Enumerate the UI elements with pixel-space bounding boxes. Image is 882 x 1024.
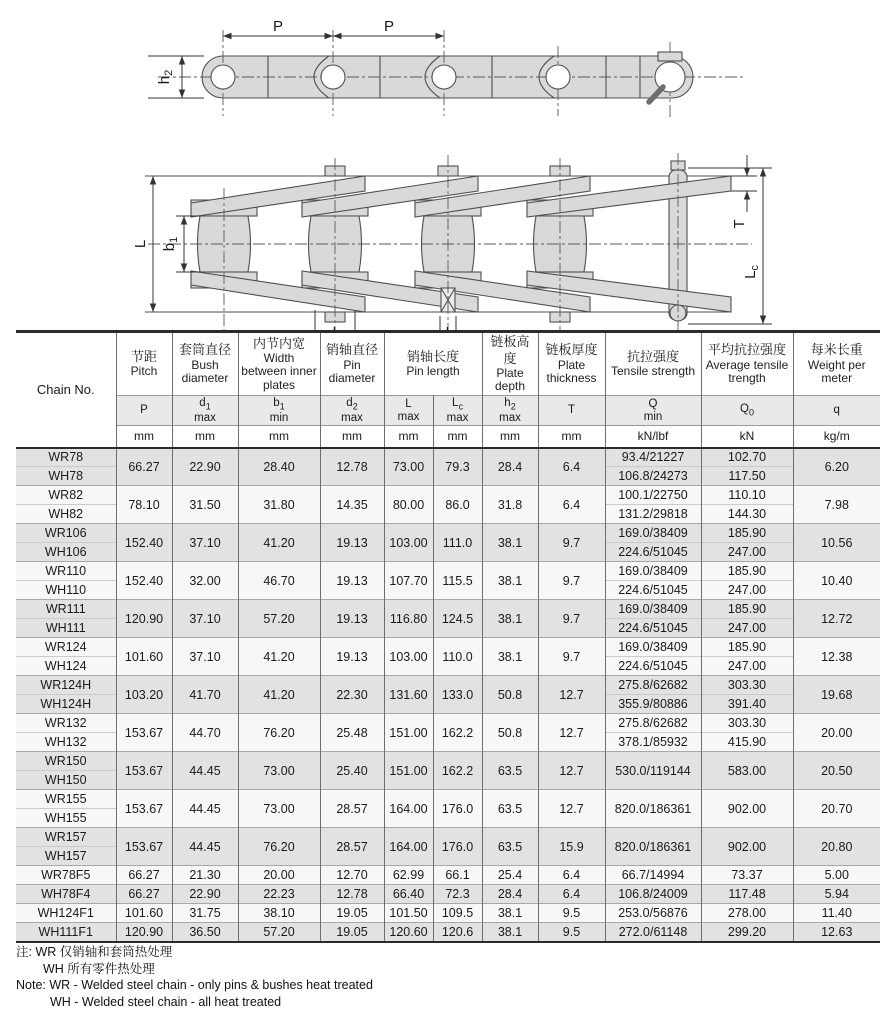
chain-plan-view-diagram	[132, 153, 772, 356]
avg-tensile: 185.90	[701, 524, 793, 543]
spec-table-body	[16, 448, 880, 942]
tensile-strength: 275.8/62682	[605, 714, 701, 733]
pitch: 152.40	[116, 562, 172, 600]
plate-thickness: 9.7	[538, 524, 605, 562]
spec-row-WH78F4	[16, 885, 880, 904]
pin-length-L: 120.60	[384, 923, 433, 942]
header-row-names	[16, 332, 880, 396]
plate-depth: 25.4	[482, 866, 538, 885]
weight-per-meter: 5.00	[793, 866, 880, 885]
pin-diameter: 12.78	[320, 885, 384, 904]
pin-length-L: 101.50	[384, 904, 433, 923]
unit: mm	[320, 426, 384, 448]
unit: mm	[538, 426, 605, 448]
weight-per-meter: 20.00	[793, 714, 880, 752]
plate-thickness: 15.9	[538, 828, 605, 866]
pin-hole	[546, 65, 570, 89]
tensile-strength: 253.0/56876	[605, 904, 701, 923]
inner-width: 76.20	[238, 714, 320, 752]
chain-no: WR124H	[16, 676, 116, 695]
symbol-h2: $h_2$ max	[482, 396, 538, 426]
spec-row-WR82	[16, 486, 880, 505]
chain-no: WH110	[16, 581, 116, 600]
unit: mm	[172, 426, 238, 448]
pin-length-L: 164.00	[384, 790, 433, 828]
pitch: 66.27	[116, 448, 172, 486]
b1-label: $b_1$	[161, 236, 180, 252]
bush-diameter: 31.75	[172, 904, 238, 923]
pin-length-Lc: 176.0	[433, 828, 482, 866]
avg-tensile: 902.00	[701, 790, 793, 828]
chain-no: WR157	[16, 828, 116, 847]
chain-spec-table	[16, 330, 880, 943]
inner-width: 57.20	[238, 600, 320, 638]
pitch-label: P	[383, 18, 395, 35]
plate-depth: 38.1	[482, 638, 538, 676]
chain-no: WH111F1	[16, 923, 116, 942]
chain-no: WH124F1	[16, 904, 116, 923]
plate-depth: 38.1	[482, 904, 538, 923]
plate-depth: 50.8	[482, 714, 538, 752]
header-bush-diameter: 套筒直径 Bush diameter	[172, 332, 238, 396]
bush-diameter: 22.90	[172, 885, 238, 904]
inner-width: 31.80	[238, 486, 320, 524]
plate-thickness: 6.4	[538, 866, 605, 885]
chain-no: WH111	[16, 619, 116, 638]
tensile-strength: 106.8/24273	[605, 467, 701, 486]
plate-thickness: 9.5	[538, 904, 605, 923]
pin-diameter: 22.30	[320, 676, 384, 714]
bush-diameter: 44.70	[172, 714, 238, 752]
chain-no: WR78	[16, 448, 116, 467]
symbol-Q0: $Q_0$	[701, 396, 793, 426]
weight-per-meter: 6.20	[793, 448, 880, 486]
header-weight: 每米长重 Weight per meter	[807, 342, 866, 386]
pitch-label: P	[272, 18, 284, 35]
note-cn-1: 注: WR 仅销轴和套筒热处理	[16, 945, 173, 959]
header-pin-diameter: 销轴直径 Pin diameter	[320, 332, 384, 396]
pitch: 153.67	[116, 828, 172, 866]
avg-tensile: 583.00	[701, 752, 793, 790]
unit: mm	[384, 426, 433, 448]
pin-diameter: 19.05	[320, 923, 384, 942]
footnotes	[16, 944, 373, 1010]
pitch: 101.60	[116, 638, 172, 676]
chain-side-view-diagram	[148, 18, 745, 120]
plate-depth: 50.8	[482, 676, 538, 714]
inner-width: 28.40	[238, 448, 320, 486]
avg-tensile: 247.00	[701, 581, 793, 600]
avg-tensile: 144.30	[701, 505, 793, 524]
weight-per-meter: 10.56	[793, 524, 880, 562]
pin-hole	[432, 65, 456, 89]
bush-diameter: 22.90	[172, 448, 238, 486]
avg-tensile: 117.50	[701, 467, 793, 486]
pitch: 120.90	[116, 600, 172, 638]
pin-hole	[211, 65, 235, 89]
weight-per-meter: 12.72	[793, 600, 880, 638]
pitch: 153.67	[116, 752, 172, 790]
pitch: 153.67	[116, 790, 172, 828]
spec-row-WR124H	[16, 676, 880, 695]
spec-row-WR78F5	[16, 866, 880, 885]
pin-diameter: 19.13	[320, 524, 384, 562]
unit: mm	[433, 426, 482, 448]
tensile-strength: 378.1/85932	[605, 733, 701, 752]
symbol-q: q	[793, 396, 880, 426]
plate-depth: 31.8	[482, 486, 538, 524]
plate-thickness: 6.4	[538, 885, 605, 904]
avg-tensile: 278.00	[701, 904, 793, 923]
tensile-strength: 272.0/61148	[605, 923, 701, 942]
plate-thickness: 6.4	[538, 486, 605, 524]
tensile-strength: 275.8/62682	[605, 676, 701, 695]
pin-length-L: 66.40	[384, 885, 433, 904]
pin-length-L: 151.00	[384, 714, 433, 752]
chain-no: WR111	[16, 600, 116, 619]
symbol-P: P	[116, 396, 172, 426]
pin-length-L: 73.00	[384, 448, 433, 486]
chain-no: WR82	[16, 486, 116, 505]
chain-no: WH124H	[16, 695, 116, 714]
inner-width: 46.70	[238, 562, 320, 600]
pin-diameter: 14.35	[320, 486, 384, 524]
pin-length-Lc: 162.2	[433, 714, 482, 752]
pin-length-L: 151.00	[384, 752, 433, 790]
tensile-strength: 820.0/186361	[605, 790, 701, 828]
spec-row-WR155	[16, 790, 880, 809]
avg-tensile: 102.70	[701, 448, 793, 467]
symbol-Q: Q min	[605, 396, 701, 426]
chain-no: WR124	[16, 638, 116, 657]
plate-depth: 38.1	[482, 562, 538, 600]
plate-depth: 38.1	[482, 923, 538, 942]
weight-per-meter: 12.38	[793, 638, 880, 676]
pin-length-Lc: 110.0	[433, 638, 482, 676]
plate-thickness: 12.7	[538, 790, 605, 828]
unit: kg/m	[793, 426, 880, 448]
pin-length-Lc: 86.0	[433, 486, 482, 524]
weight-per-meter: 20.50	[793, 752, 880, 790]
pin-diameter: 25.48	[320, 714, 384, 752]
spec-row-WH124F1	[16, 904, 880, 923]
spec-row-WR132	[16, 714, 880, 733]
symbol-d2: $d_2$ max	[320, 396, 384, 426]
symbol-T: T	[538, 396, 605, 426]
inner-width: 20.00	[238, 866, 320, 885]
spec-row-WR106	[16, 524, 880, 543]
inner-width: 41.20	[238, 676, 320, 714]
header-row-symbols	[16, 396, 880, 426]
spec-row-WR150	[16, 752, 880, 771]
pin-length-L: 164.00	[384, 828, 433, 866]
chain-no: WH78F4	[16, 885, 116, 904]
chain-no: WR110	[16, 562, 116, 581]
note-cn-2: WH 所有零件热处理	[43, 961, 155, 976]
unit: kN/lbf	[605, 426, 701, 448]
pin-diameter: 19.13	[320, 562, 384, 600]
plate-thickness: 12.7	[538, 752, 605, 790]
pin-length-Lc: 66.1	[433, 866, 482, 885]
bush-diameter: 44.45	[172, 828, 238, 866]
h2-label: $h_2$	[156, 69, 175, 85]
header-pitch: 节距 Pitch	[116, 332, 172, 396]
symbol-b1: $b_1$ min	[238, 396, 320, 426]
avg-tensile: 247.00	[701, 543, 793, 562]
weight-per-meter: 20.80	[793, 828, 880, 866]
d1-label: $d_1$	[327, 325, 343, 344]
plate-thickness: 6.4	[538, 448, 605, 486]
bush-diameter: 41.70	[172, 676, 238, 714]
pin-length-Lc: 79.3	[433, 448, 482, 486]
plate-depth: 38.1	[482, 600, 538, 638]
inner-width: 41.20	[238, 638, 320, 676]
weight-per-meter: 12.63	[793, 923, 880, 942]
cotter-clip	[658, 52, 682, 61]
avg-tensile: 902.00	[701, 828, 793, 866]
plate-thickness: 12.7	[538, 676, 605, 714]
Lc-label: $L_c$	[742, 265, 761, 279]
bush-diameter: 36.50	[172, 923, 238, 942]
weight-per-meter: 19.68	[793, 676, 880, 714]
chain-no: WR106	[16, 524, 116, 543]
chain-no: WH150	[16, 771, 116, 790]
chain-no: WH106	[16, 543, 116, 562]
tensile-strength: 820.0/186361	[605, 828, 701, 866]
pin-length-L: 103.00	[384, 524, 433, 562]
avg-tensile: 110.10	[701, 486, 793, 505]
pin-length-Lc: 72.3	[433, 885, 482, 904]
bush-diameter: 37.10	[172, 524, 238, 562]
plate-depth: 63.5	[482, 752, 538, 790]
chain-no: WH78	[16, 467, 116, 486]
plate-depth: 28.4	[482, 885, 538, 904]
pin-diameter: 25.40	[320, 752, 384, 790]
tensile-strength: 224.6/51045	[605, 619, 701, 638]
tensile-strength: 224.6/51045	[605, 657, 701, 676]
tensile-strength: 224.6/51045	[605, 581, 701, 600]
inner-width: 73.00	[238, 790, 320, 828]
pitch: 103.20	[116, 676, 172, 714]
chain-no: WH157	[16, 847, 116, 866]
unit: mm	[238, 426, 320, 448]
header-avg-tensile: 平均抗拉强度 Average tensile trength	[701, 332, 793, 396]
plate-thickness: 9.7	[538, 562, 605, 600]
avg-tensile: 415.90	[701, 733, 793, 752]
inner-width: 57.20	[238, 923, 320, 942]
pin-length-Lc: 111.0	[433, 524, 482, 562]
pin-hole	[321, 65, 345, 89]
pin-diameter: 19.13	[320, 638, 384, 676]
pin-length-L: 80.00	[384, 486, 433, 524]
avg-tensile: 303.30	[701, 714, 793, 733]
spec-row-WR78	[16, 448, 880, 467]
symbol-L: L max	[384, 396, 433, 426]
pin-diameter: 19.13	[320, 600, 384, 638]
tensile-strength: 169.0/38409	[605, 600, 701, 619]
spec-row-WR157	[16, 828, 880, 847]
pin-diameter: 19.05	[320, 904, 384, 923]
spec-row-WH111F1	[16, 923, 880, 942]
bush-diameter: 32.00	[172, 562, 238, 600]
pitch: 66.27	[116, 866, 172, 885]
chain-no: WR132	[16, 714, 116, 733]
chain-no: WH155	[16, 809, 116, 828]
pin-length-L: 131.60	[384, 676, 433, 714]
chain-no: WR78F5	[16, 866, 116, 885]
tensile-strength: 106.8/24009	[605, 885, 701, 904]
plate-depth: 28.4	[482, 448, 538, 486]
symbol-d1: $d_1$ max	[172, 396, 238, 426]
pin-length-L: 116.80	[384, 600, 433, 638]
pin-diameter: 28.57	[320, 828, 384, 866]
inner-width: 76.20	[238, 828, 320, 866]
bush-diameter: 37.10	[172, 638, 238, 676]
tensile-strength: 169.0/38409	[605, 638, 701, 657]
chain-no: WH124	[16, 657, 116, 676]
pitch: 101.60	[116, 904, 172, 923]
pin-length-Lc: 162.2	[433, 752, 482, 790]
unit: kN	[701, 426, 793, 448]
avg-tensile: 117.48	[701, 885, 793, 904]
tensile-strength: 131.2/29818	[605, 505, 701, 524]
avg-tensile: 185.90	[701, 600, 793, 619]
chain-no: WR150	[16, 752, 116, 771]
plate-depth: 63.5	[482, 828, 538, 866]
pin-length-Lc: 176.0	[433, 790, 482, 828]
plate-thickness: 9.7	[538, 638, 605, 676]
plate-depth: 63.5	[482, 790, 538, 828]
avg-tensile: 391.40	[701, 695, 793, 714]
bush-diameter: 31.50	[172, 486, 238, 524]
pin-diameter: 12.70	[320, 866, 384, 885]
tensile-strength: 66.7/14994	[605, 866, 701, 885]
tensile-strength: 169.0/38409	[605, 562, 701, 581]
avg-tensile: 247.00	[701, 619, 793, 638]
pin-diameter: 12.78	[320, 448, 384, 486]
pin-length-Lc: 120.6	[433, 923, 482, 942]
header-plate-thickness: 链板厚度 Plate thickness	[538, 332, 605, 396]
pitch: 66.27	[116, 885, 172, 904]
avg-tensile: 185.90	[701, 562, 793, 581]
avg-tensile: 299.20	[701, 923, 793, 942]
pin-diameter: 28.57	[320, 790, 384, 828]
pin-length-Lc: 124.5	[433, 600, 482, 638]
header-tensile-strength: 抗拉强度 Tensile strength	[605, 332, 701, 396]
weight-per-meter: 7.98	[793, 486, 880, 524]
avg-tensile: 73.37	[701, 866, 793, 885]
pitch: 152.40	[116, 524, 172, 562]
chain-no: WR155	[16, 790, 116, 809]
pin-length-L: 62.99	[384, 866, 433, 885]
weight-per-meter: 10.40	[793, 562, 880, 600]
pitch: 120.90	[116, 923, 172, 942]
unit: mm	[116, 426, 172, 448]
header-chain-no: Chain No.	[16, 332, 116, 448]
pitch: 153.67	[116, 714, 172, 752]
inner-width: 41.20	[238, 524, 320, 562]
header-plate-depth: 链板高度 Plate depth	[482, 332, 538, 396]
header-pin-length: 销轴长度 Pin length	[384, 332, 482, 396]
pin-length-Lc: 115.5	[433, 562, 482, 600]
weight-per-meter: 5.94	[793, 885, 880, 904]
chain-no: WH132	[16, 733, 116, 752]
pin-length-Lc: 109.5	[433, 904, 482, 923]
symbol-Lc: $L_c$ max	[433, 396, 482, 426]
header-row-units	[16, 426, 880, 448]
weight-per-meter: 20.70	[793, 790, 880, 828]
bush-diameter: 37.10	[172, 600, 238, 638]
inner-width: 38.10	[238, 904, 320, 923]
spec-row-WR110	[16, 562, 880, 581]
pin-length-Lc: 133.0	[433, 676, 482, 714]
unit: mm	[482, 426, 538, 448]
plate-thickness: 12.7	[538, 714, 605, 752]
T-label: T	[731, 219, 748, 229]
L-label: L	[132, 239, 149, 249]
avg-tensile: 303.30	[701, 676, 793, 695]
tensile-strength: 93.4/21227	[605, 448, 701, 467]
avg-tensile: 185.90	[701, 638, 793, 657]
pin-length-L: 107.70	[384, 562, 433, 600]
pin-length-L: 103.00	[384, 638, 433, 676]
pitch: 78.10	[116, 486, 172, 524]
inner-width: 22.23	[238, 885, 320, 904]
spec-row-WR124	[16, 638, 880, 657]
header-inner-width: 内节内宽 Width between inner plates	[238, 332, 320, 396]
bush-diameter: 44.45	[172, 790, 238, 828]
tensile-strength: 224.6/51045	[605, 543, 701, 562]
tensile-strength: 355.9/80886	[605, 695, 701, 714]
bush-diameter: 44.45	[172, 752, 238, 790]
avg-tensile: 247.00	[701, 657, 793, 676]
plate-thickness: 9.7	[538, 600, 605, 638]
d2-label: $d_2$	[440, 325, 456, 344]
note-en-1: Note: WR - Welded steel chain - only pins & bushes heat treated	[16, 978, 373, 992]
plate-thickness: 9.5	[538, 923, 605, 942]
note-en-2: WH - Welded steel chain - all heat treated	[50, 994, 282, 1009]
tensile-strength: 100.1/22750	[605, 486, 701, 505]
inner-width: 73.00	[238, 752, 320, 790]
spec-row-WR111	[16, 600, 880, 619]
chain-no: WH82	[16, 505, 116, 524]
bush-diameter: 21.30	[172, 866, 238, 885]
weight-per-meter: 11.40	[793, 904, 880, 923]
tensile-strength: 169.0/38409	[605, 524, 701, 543]
plate-depth: 38.1	[482, 524, 538, 562]
tensile-strength: 530.0/119144	[605, 752, 701, 790]
